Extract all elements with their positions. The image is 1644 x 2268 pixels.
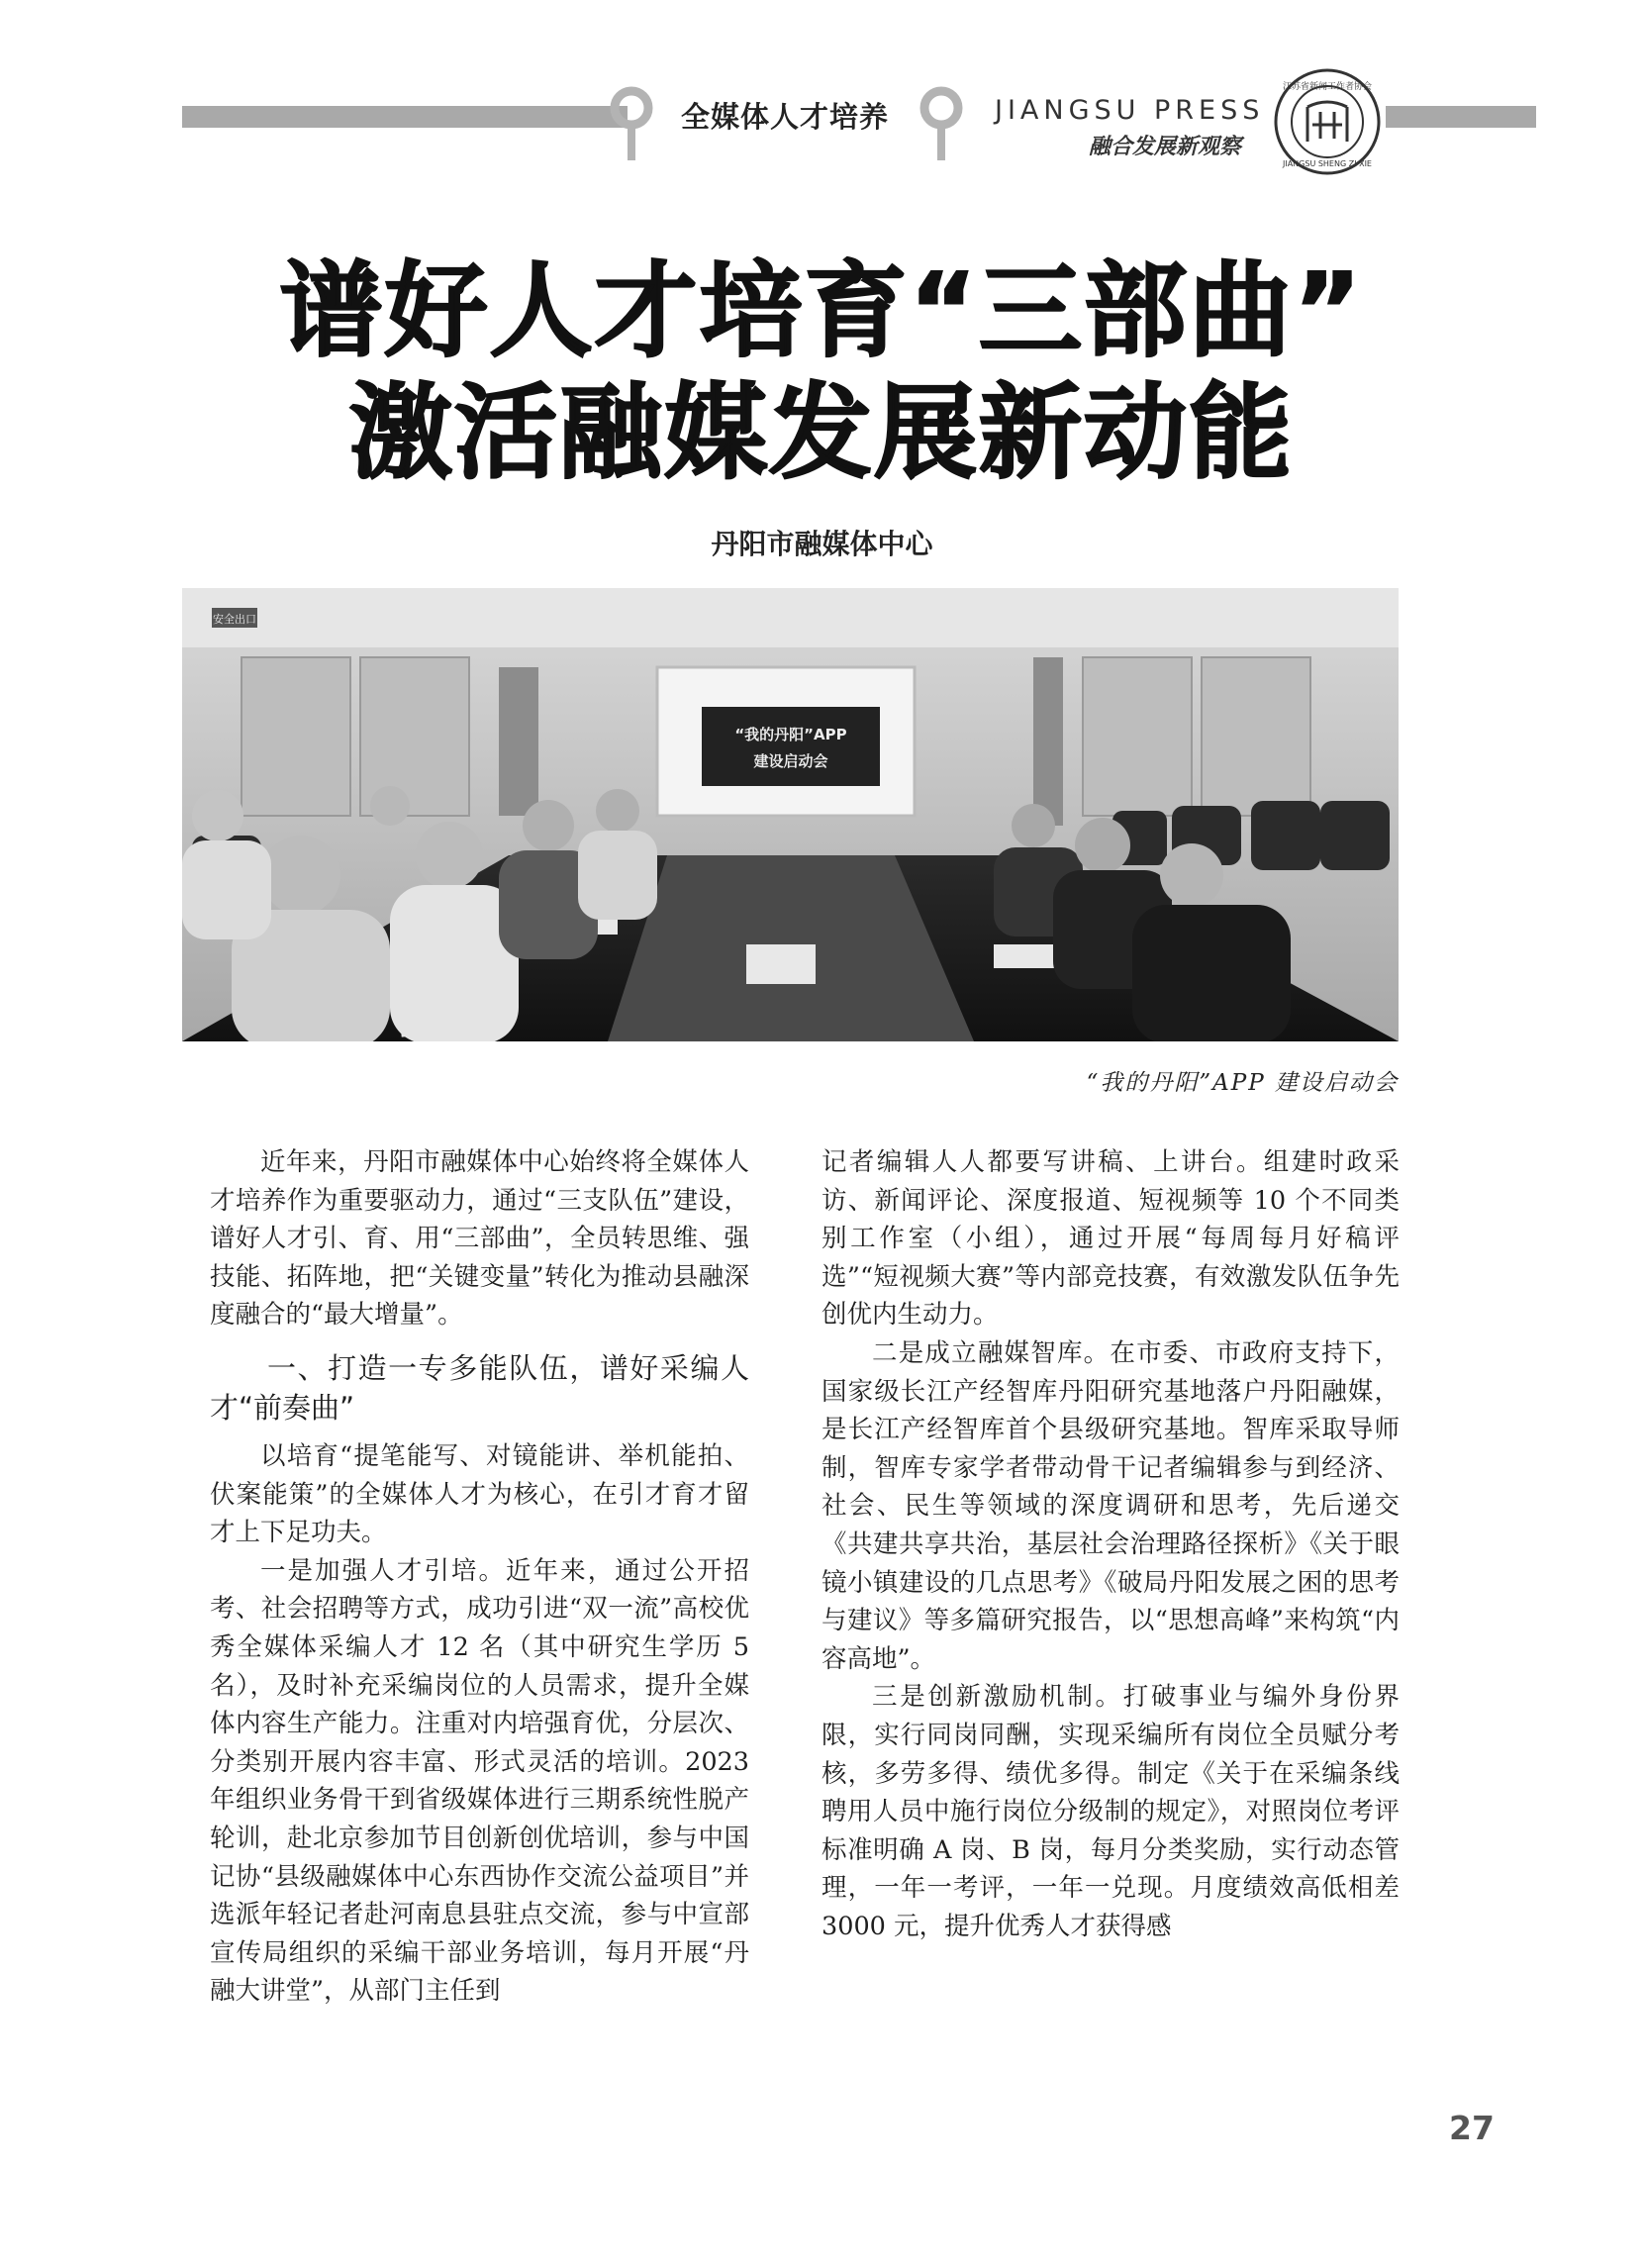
paragraph: 三是创新激励机制。打破事业与编外身份界限，实行同岗同酬，实现采编所有岗位全员赋分考核，多劳多得、绩优多得。制定《关于在采编条线聘用人员中施行岗位分级制的规定》，对照岗位考评标准明确 A 岗、B 岗，每月分类奖励，实行动态管理，一年一考评，一年一兑现。月度绩效高低相差 3000 元，提升优秀人才获得感 xyxy=(822,1682,1400,1941)
association-seal-logo xyxy=(1273,67,1382,176)
screen-text-line1: “我的丹阳”APP xyxy=(734,726,847,743)
screen-text-line2: 建设启动会 xyxy=(753,752,828,770)
header-bar-left xyxy=(182,106,628,128)
article-column-left xyxy=(210,1143,749,2011)
header-bar-right xyxy=(1386,106,1536,128)
article-author: 丹阳市融媒体中心 xyxy=(711,528,933,560)
magazine-name: JIANGSU PRESS xyxy=(995,95,1265,126)
photo-caption: “我的丹阳”APP 建设启动会 xyxy=(1086,1070,1399,1096)
paragraph: 一是加强人才引培。近年来，通过公开招考、社会招聘等方式，成功引进“双一流”高校优秀全媒体采编人才 12 名（其中研究生学历 5 名），及时补充采编岗位的人员需求，提升全媒体内容生产能力。注重对内培强育优，分层次、分类别开展内容丰富、形式灵活的培训。2023 年组织业务骨干到省级媒体进行三期系统性脱产轮训，赴北京参加节目创新创优培训，参与中国记协“县级融媒体中心东西协作交流公益项目”并选派年轻记者赴河南息县驻点交流，参与中宣部宣传局组织的采编干部业务培训，每月开展“丹融大讲堂”，从部门主任到 xyxy=(210,1555,749,2007)
article-title-line2: 激活融媒发展新动能 xyxy=(348,372,1294,493)
page-number: 27 xyxy=(1449,2109,1495,2147)
svg-text:江苏省新闻工作者协会: 江苏省新闻工作者协会 xyxy=(1282,82,1373,92)
section-heading: 一、打造一专多能队伍，谱好采编人才“前奏曲” xyxy=(210,1350,749,1425)
article-column-right xyxy=(822,1143,1400,1945)
svg-text:JIANGSU SHENG ZI XIE: JIANGSU SHENG ZI XIE xyxy=(1282,159,1373,168)
article-title-line1: 谱好人才培育“三部曲” xyxy=(279,250,1364,371)
map-pin-icon xyxy=(609,85,654,162)
column-name: 融合发展新观察 xyxy=(1089,134,1242,159)
section-title: 全媒体人才培养 xyxy=(680,100,889,134)
map-pin-icon xyxy=(919,85,964,162)
meeting-photo xyxy=(182,588,1399,1041)
paragraph: 记者编辑人人都要写讲稿、上讲台。组建时政采访、新闻评论、深度报道、短视频等 10 个不同类别工作室（小组），通过开展“每周每月好稿评选”“短视频大赛”等内部竞技赛，有效激发队伍争先创优内生动力。 xyxy=(822,1147,1400,1331)
paragraph: 近年来，丹阳市融媒体中心始终将全媒体人才培养作为重要驱动力，通过“三支队伍”建设，谱好人才引、育、用“三部曲”，全员转思维、强技能、拓阵地，把“关键变量”转化为推动县融深度融合的“最大增量”。 xyxy=(210,1147,749,1331)
exit-sign: 安全出口 xyxy=(213,613,256,626)
paragraph: 以培育“提笔能写、对镜能讲、举机能拍、伏案能策”的全媒体人才为核心，在引才育才留才上下足功夫。 xyxy=(210,1440,749,1548)
paragraph: 二是成立融媒智库。在市委、市政府支持下，国家级长江产经智库丹阳研究基地落户丹阳融媒，是长江产经智库首个县级研究基地。智库采取导师制，智库专家学者带动骨干记者编辑参与到经济、社会、民生等领域的深度调研和思考，先后递交《共建共享共治，基层社会治理路径探析》《关于眼镜小镇建设的几点思考》《破局丹阳发展之困的思考与建议》等多篇研究报告，以“思想高峰”来构筑“内容高地”。 xyxy=(822,1337,1400,1674)
